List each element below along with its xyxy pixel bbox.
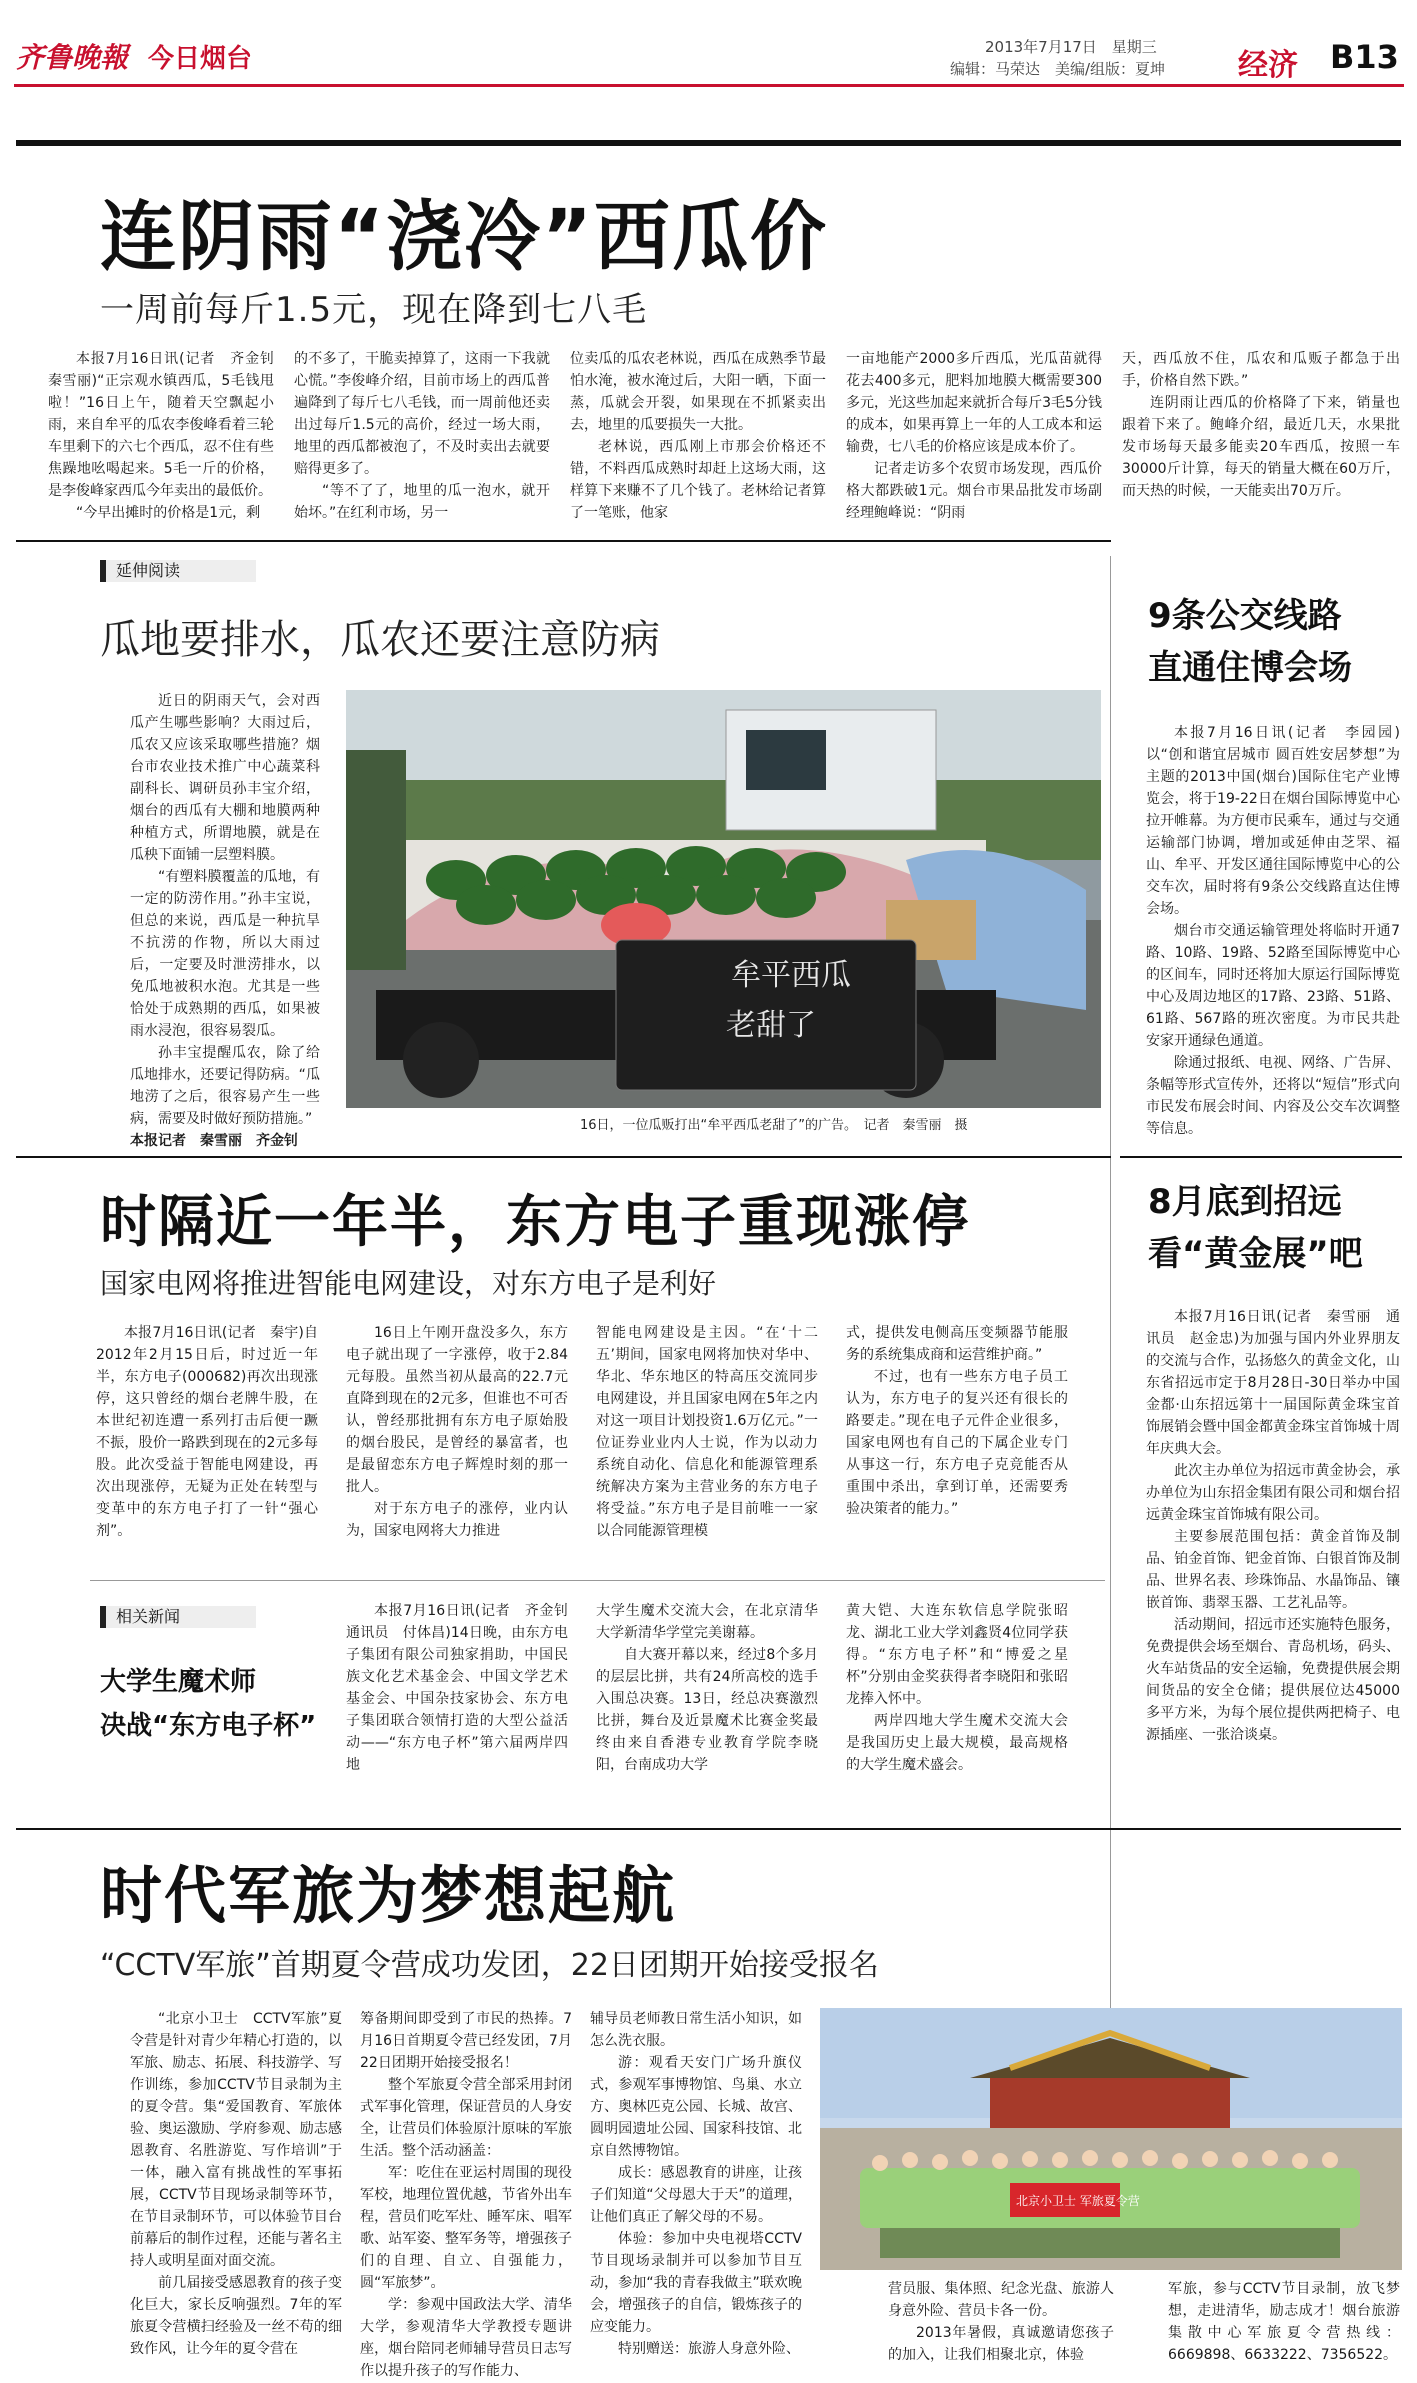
extended-tag: 延伸阅读 (100, 560, 256, 582)
paragraph: 除通过报纸、电视、网络、广告屏、条幅等形式宣传外，还将以“短信”形式向市民发布展会时间、内容及公交车次调整等信息。 (1146, 1055, 1400, 1137)
paragraph: “北京小卫士 CCTV军旅”夏令营是针对青少年精心打造的，以军旅、励志、拓展、科技游学、写作训练，参加CCTV节目录制为主的夏令营。集“爱国教育、军旅体验、奥运激励、学府参观、励志感恩教育、名胜游览、写作培训”于一体，融入富有挑战性的军事拓展，CCTV节目现场录制等环节，在节目录制环节，可以体验节目台前幕后的制作过程，还能与著名主持人或明星面对面交流。 (130, 2011, 342, 2269)
side2-title (1148, 1176, 1398, 1280)
article3-col3 (590, 2008, 802, 2380)
article2-col1 (96, 1322, 318, 1570)
paragraph: 连阴雨让西瓜的价格降了下来，销量也跟着下来了。鲍峰介绍，最近几天，水果批发市场每天最多能卖20车西瓜，按照一车30000斤计算，每天的销量大概在60万斤，而天热的时候，一天能卖出70万斤。 (1122, 395, 1400, 499)
paragraph: 记者走访多个农贸市场发现，西瓜价格大都跌破1元。烟台市果品批发市场副经理鲍峰说：“阴雨 (846, 461, 1102, 521)
paragraph: 一亩地能产2000多斤西瓜，光瓜苗就得花去400多元，肥料加地膜大概需要300多元，光这些加起来就折合每斤3毛5分钱的成本，如果再算上一年的人工成本和运输费，七八毛的价格应该是成本价了。 (846, 351, 1102, 455)
column-rule (1110, 556, 1111, 2156)
side2-text (1146, 1306, 1400, 1822)
masthead-rule (14, 84, 1404, 87)
paragraph: 两岸四地大学生魔术交流大会是我国历史上最大规模，最高规格的大学生魔术盛会。 (846, 1713, 1068, 1773)
news-col3 (846, 1600, 1068, 1820)
article3-col1 (130, 2008, 342, 2380)
side1-text (1146, 722, 1400, 1142)
paragraph: 辅导员老师教日常生活小知识，如怎么洗衣服。 (590, 2011, 802, 2049)
article1-col2 (294, 348, 550, 523)
paragraph: 本报7月16日讯(记者 秦雪丽 通讯员 赵金忠)为加强与国内外业界朋友的交流与合作，弘扬悠久的黄金文化，山东省招远市定于8月28日-30日举办中国金都·山东招远第十一届国际黄金珠宝首饰展销会暨中国金都黄金珠宝首饰城十周年庆典大会。 (1146, 1309, 1400, 1457)
page-number: B13 (1330, 38, 1399, 76)
article2-title: 时隔近一年半，东方电子重现涨停 (100, 1190, 970, 1255)
paragraph: 大学生魔术交流大会，在北京清华大学新清华学堂完美谢幕。 (596, 1603, 818, 1641)
side2-title-line1: 8月底到招远 (1148, 1182, 1342, 1222)
paragraph: 对于东方电子的涨停，业内认为，国家电网将大力推进 (346, 1501, 568, 1539)
photo-caption: 16日，一位瓜贩打出“牟平西瓜老甜了”的广告。 记者 秦雪丽 摄 (580, 1118, 968, 1133)
masthead (0, 0, 1417, 100)
side1-title-line2: 直通住博会场 (1148, 648, 1352, 688)
banner-text: 北京小卫士 军旅夏令营 (1016, 2194, 1140, 2208)
paragraph: 式，提供发电侧高压变频器节能服务的系统集成商和运营维护商。” (846, 1325, 1068, 1363)
summer-camp-photo (820, 2008, 1402, 2270)
paragraph: 本报7月16日讯(记者 秦宇)自2012年2月15日后，时过近一年半，东方电子(000682)再次出现涨停，这只曾经的烟台老牌牛股，在本世纪初连遭一系列打击后便一蹶不振，股价一路跌到现在的2元多每股。此次受益于智能电网建设，再次出现涨停，无疑为正处在转型与变革中的东方电子打了一针“强心剂”。 (96, 1325, 318, 1539)
news-col2 (596, 1600, 818, 1820)
paragraph: “今早出摊时的价格是1元，剩 (76, 505, 261, 521)
paragraph: 特别赠送：旅游人身意外险、 (618, 2341, 800, 2357)
paragraph: “有塑料膜覆盖的瓜地，有一定的防涝作用。”孙丰宝说，但总的来说，西瓜是一种抗旱不抗涝的作物，所以大雨过后，一定要及时泄涝排水，以免瓜地被积水泡。尤其是一些恰处于成熟期的西瓜，如果被雨水浸泡，很容易裂瓜。 (130, 869, 320, 1039)
extended-text (130, 690, 320, 1149)
article1-title: 连阴雨“浇冷”西瓜价 (100, 192, 828, 281)
paragraph: 天，西瓜放不住，瓜农和瓜贩子都急于出手，价格自然下跌。” (1122, 351, 1400, 389)
sign-text-line2: 老甜了 (726, 1008, 816, 1043)
paragraph: 2013年暑假，真诚邀请您孩子的加入，让我们相聚北京，体验 (888, 2325, 1114, 2363)
paragraph: 学：参观中国政法大学、清华大学，参观清华大学教授专题讲座，烟台陪同老师辅导营员日志写作以提升孩子的写作能力、 (360, 2297, 572, 2379)
side1-title-line1: 9条公交线路 (1148, 596, 1342, 636)
paragraph: 近日的阴雨天气，会对西瓜产生哪些影响？大雨过后，瓜农又应该采取哪些措施？烟台市农业技术推广中心蔬菜科副科长、调研员孙丰宝介绍，烟台的西瓜有大棚和地膜两种种植方式，所谓地膜，就是在瓜秧下面铺一层塑料膜。 (130, 693, 320, 863)
article1-col3 (570, 348, 826, 523)
paragraph: 16日上午刚开盘没多久，东方电子就出现了一字涨停，收于2.84元每股。虽然当初从最高的22.7元直降到现在的2元多，但谁也不可否认，曾经那批拥有东方电子原始股的烟台股民，是曾经的暴富者，也是最留恋东方电子辉煌时刻的那一批人。 (346, 1325, 568, 1495)
paragraph: 不过，也有一些东方电子员工认为，东方电子的复兴还有很长的路要走。”现在电子元件企业很多，国家电网也有自己的下属企业专门从事这一行，东方电子克竞能否从重围中杀出，拿到订单，还需要秀验决策者的能力。” (846, 1369, 1068, 1517)
paragraph: 成长：感恩教育的讲座，让孩子们知道“父母恩大于天”的道理，让他们真正了解父母的不易。 (590, 2165, 802, 2225)
sign-text-line1: 牟平西瓜 (731, 958, 851, 993)
paragraph: 本报7月16日讯(记者 齐金钊 秦雪丽)“正宗观水镇西瓜，5毛钱甩啦！”16日上午，随着天空飘起小雨，来自牟平的瓜农李俊峰看着三轮车里剩下的六七个西瓜，忍不住有些焦躁地吆喝起来。5毛一斤的价格，是李俊峰家西瓜今年卖出的最低价。 (48, 351, 288, 499)
news-col1 (346, 1600, 582, 1820)
paragraph: “等不了了，地里的瓜一泡水，就开始坏。”在红利市场，另一 (294, 483, 550, 521)
group-photo-image (820, 2008, 1402, 2270)
extended-title: 瓜地要排水，瓜农还要注意防病 (100, 617, 660, 663)
article3-col5 (1168, 2278, 1400, 2380)
paragraph: 体验：参加中央电视塔CCTV节目现场录制并可以参加节目互动，参加“我的青春我做主”联欢晚会，增强孩子的自信，锻炼孩子的应变能力。 (590, 2231, 802, 2335)
paragraph: 主要参展范围包括：黄金首饰及制品、铂金首饰、钯金首饰、白银首饰及制品、世界名表、珍珠饰品、水晶饰品、镶嵌首饰、翡翠玉器、工艺礼品等。 (1146, 1529, 1400, 1611)
article1-col5 (1122, 348, 1400, 523)
rule (1120, 1156, 1402, 1158)
paragraph: 筹备期间即受到了市民的热捧。7月16日首期夏令营已经发团，7月22日团期开始接受报名！ (360, 2011, 572, 2071)
article1-col1 (48, 348, 288, 523)
article1-col4 (846, 348, 1102, 523)
paragraph: 本报7月16日讯(记者 齐金钊 通讯员 付体昌)14日晚，由东方电子集团有限公司独家捐助，中国民族文化艺术基金会、中国文学艺术基金会、中国杂技家协会、东方电子集团联合领情打造的大型公益活动——“东方电子杯”第六届两岸四地 (346, 1603, 582, 1773)
rule (90, 1580, 1105, 1581)
paragraph: 老林说，西瓜刚上市那会价格还不错，不料西瓜成熟时却赶上这场大雨，这样算下来赚不了几个钱了。老林给记者算了一笔账，他家 (570, 439, 826, 521)
article2-col2 (346, 1322, 568, 1570)
paragraph: 前几届接受感恩教育的孩子变化巨大，家长反响强烈。7年的军旅夏令营横扫经验及一丝不苟的细致作风，让今年的夏令营在 (130, 2275, 342, 2357)
news-title (100, 1660, 316, 1748)
side2-title-line2: 看“黄金展”吧 (1148, 1234, 1363, 1274)
paragraph: 军：吃住在亚运村周围的现役军校，地理位置优越，节省外出车程，营员们吃军灶、睡军床、唱军歌、站军姿、整军务等，增强孩子们的自理、自立、自强能力，圆“军旅梦”。 (360, 2165, 572, 2291)
paragraph: 烟台市交通运输管理处将临时开通7路、10路、19路、52路至国际博览中心的区间车，同时还将加大原运行国际博览中心及周边地区的17路、23路、51路、61路、567路的班次密度。为市民共赴安家开通绿色通道。 (1146, 923, 1400, 1049)
paragraph: 智能电网建设是主因。“在‘十二五’期间，国家电网将加快对华中、华北、华东地区的特高压交流同步电网建设，并且国家电网在5年之内对这一项目计划投资1.6万亿元。”一位证券业业内人士说，作为以动力系统自动化、信息化和能源管理系统解决方案为主营业务的东方电子将受益。”东方电子是目前唯一一家以合同能源管理模 (596, 1325, 818, 1539)
date-line: 2013年7月17日 星期三 (985, 38, 1157, 56)
page-section: 经济 (1238, 48, 1298, 83)
paragraph: 游：观看天安门广场升旗仪式，参观军事博物馆、鸟巢、水立方、奥林匹克公园、长城、故宫、圆明园遗址公园、国家科技馆、北京自然博物馆。 (590, 2055, 802, 2159)
paragraph: 的不多了，干脆卖掉算了，这雨一下我就心慌。”李俊峰介绍，目前市场上的西瓜普遍降到了每斤七八毛钱，而一周前他还卖出过每斤1.5元的高价，经过一场大雨，地里的西瓜都被泡了，不及时卖出去就要赔得更多了。 (294, 351, 550, 477)
article2-subtitle: 国家电网将推进智能电网建设，对东方电子是利好 (100, 1267, 717, 1300)
paragraph: 黄大铠、大连东软信息学院张昭龙、湖北工业大学刘鑫贤4位同学获得。“东方电子杯”和“博爱之星杯”分别由金奖获得者李晓阳和张昭龙捧入怀中。 (846, 1603, 1068, 1707)
article1-subtitle: 一周前每斤1.5元，现在降到七八毛 (100, 290, 648, 330)
watermelon-photo (346, 690, 1101, 1108)
article3-col2 (360, 2008, 572, 2380)
paragraph: 活动期间，招远市还实施特色服务，免费提供会场至烟台、青岛机场，码头、火车站货品的安全运输，免费提供展会期间货品的安全仓储；提供展位达45000多平方米，为每个展位提供两把椅子、电源插座、一张洽谈桌。 (1146, 1617, 1400, 1743)
news-tag: 相关新闻 (100, 1606, 256, 1628)
article3-col4 (888, 2278, 1114, 2380)
watermelon-truck-image (346, 690, 1101, 1108)
paragraph: 自大赛开幕以来，经过8个多月的层层比拼，共有24所高校的选手入围总决赛。13日，经总决赛激烈比拼，舞台及近景魔术比赛金奖最终由来自香港专业教育学院李晓阳，台南成功大学 (596, 1647, 818, 1773)
article2-col4 (846, 1322, 1068, 1570)
article3-subtitle: “CCTV军旅”首期夏令营成功发团，22日团期开始接受报名 (100, 1948, 879, 1983)
section-name: 今日烟台 (148, 44, 253, 74)
rule (16, 1156, 1111, 1158)
article2-col3 (596, 1322, 818, 1570)
paragraph: 位卖瓜的瓜农老林说，西瓜在成熟季节最怕水淹，被水淹过后，大阳一晒，下面一蒸，瓜就会开裂，如果现在不抓紧卖出去，地里的瓜要损失一大批。 (570, 351, 826, 433)
paragraph: 军旅，参与CCTV节目录制，放飞梦想，走进清华，励志成才！烟台旅游集散中心军旅夏令营热线：6669898、6633222、7356522。 (1168, 2281, 1400, 2363)
news-title-line2: 决战“东方电子杯” (100, 1711, 317, 1741)
side1-title (1148, 590, 1398, 694)
paragraph: 孙丰宝提醒瓜农，除了给瓜地排水，还要记得防病。“瓜地涝了之后，很容易产生一些病，需要及时做好预防措施。” (130, 1045, 320, 1127)
rule (16, 540, 1111, 542)
paragraph: 整个军旅夏令营全部采用封闭式军事化管理，保证营员的人身安全，让营员们体验原汁原味的军旅生活。整个活动涵盖： (360, 2077, 572, 2159)
paragraph: 本报7月16日讯(记者 李园园)以“创和谐宜居城市 圆百姓安居梦想”为主题的2013中国(烟台)国际住宅产业博览会，将于19-22日在烟台国际博览中心拉开帷幕。为方便市民乘车，通过与交通运输部门协调，增加或延伸由芝罘、福山、牟平、开发区通往国际博览中心的公交车次，届时将有9条公交线路直达住博会场。 (1146, 725, 1400, 917)
news-title-line1: 大学生魔术师 (100, 1667, 257, 1697)
paragraph: 此次主办单位为招远市黄金协会，承办单位为山东招金集团有限公司和烟台招远黄金珠宝首饰城有限公司。 (1146, 1463, 1400, 1523)
top-rule (16, 140, 1401, 146)
byline: 本报记者 秦雪丽 齐金钊 (130, 1133, 298, 1149)
paper-logo: 齐鲁晚報 (16, 41, 129, 74)
editor-line: 编辑：马荣达 美编/组版：夏坤 (950, 60, 1166, 78)
article3-title: 时代军旅为梦想起航 (100, 1859, 677, 1932)
rule (16, 1828, 1401, 1830)
paragraph: 营员服、集体照、纪念光盘、旅游人身意外险、营员卡各一份。 (888, 2281, 1114, 2319)
